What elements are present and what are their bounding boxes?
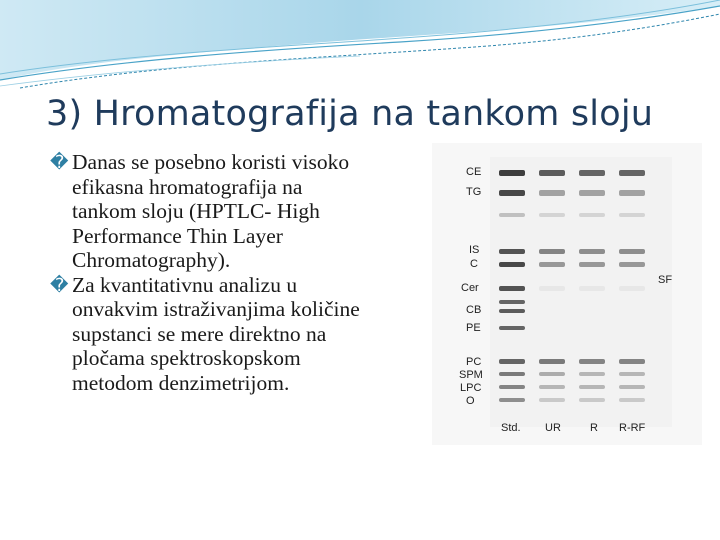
tlc-band: [539, 170, 565, 176]
tlc-band: [499, 213, 525, 217]
bullet-line: pločama spektroskopskom: [72, 346, 301, 370]
tlc-band: [619, 170, 645, 176]
tlc-band: [499, 300, 525, 304]
band-label-pc: PC: [466, 356, 482, 368]
tlc-band: [579, 190, 605, 196]
tlc-band: [619, 385, 645, 389]
bullet-line: metodom denzimetrijom.: [72, 370, 290, 395]
tlc-band: [539, 286, 565, 291]
tlc-band: [539, 372, 565, 376]
band-label-ce: CE: [466, 166, 482, 178]
header-wave-decoration: [0, 0, 720, 90]
lane-label-r: R: [590, 422, 598, 434]
band-label-o: O: [466, 395, 475, 407]
tlc-band: [579, 213, 605, 217]
lane-label-std: Std.: [501, 422, 521, 434]
band-label-cer: Cer: [461, 282, 479, 294]
tlc-band: [579, 372, 605, 376]
tlc-band: [579, 398, 605, 402]
bullet-item: [50, 273, 430, 396]
bullet-marker-icon: �: [50, 274, 69, 296]
tlc-band: [499, 249, 525, 254]
band-label-cb: CB: [466, 304, 482, 316]
tlc-band: [619, 190, 645, 196]
bullet-line: tankom sloju (HPTLC- High: [72, 199, 320, 223]
tlc-band: [619, 286, 645, 291]
band-label-c: C: [470, 258, 478, 270]
tlc-band: [499, 262, 525, 267]
tlc-band: [619, 249, 645, 254]
tlc-band: [499, 309, 525, 313]
tlc-band: [499, 372, 525, 376]
tlc-band: [579, 359, 605, 364]
tlc-band: [579, 262, 605, 267]
tlc-band: [539, 213, 565, 217]
bullet-line: supstanci se mere direktno na: [72, 321, 327, 346]
slide-title: 3) Hromatografija na tankom sloju: [46, 94, 654, 134]
lane-label-ur: UR: [545, 422, 561, 434]
tlc-band: [619, 262, 645, 267]
tlc-plate-image: [432, 143, 702, 445]
tlc-band: [499, 326, 525, 330]
tlc-band: [499, 385, 525, 389]
band-label-spm: SPM: [459, 369, 483, 381]
tlc-band: [499, 170, 525, 176]
tlc-band: [539, 262, 565, 267]
solvent-front-label: SF: [658, 274, 673, 286]
tlc-band: [619, 213, 645, 217]
tlc-band: [499, 190, 525, 196]
tlc-band: [619, 372, 645, 376]
tlc-band: [499, 286, 525, 291]
bullet-line: onvakvim istraživanjima količine: [72, 297, 360, 321]
band-label-lpc: LPC: [460, 382, 482, 394]
tlc-plate-figure: [432, 143, 702, 445]
band-label-tg: TG: [466, 186, 482, 198]
tlc-band: [619, 359, 645, 364]
bullet-line: Performance Thin Layer: [72, 223, 283, 248]
bullet-line: Danas se posebno koristi visoko: [72, 150, 350, 174]
tlc-band: [579, 286, 605, 291]
tlc-band: [539, 190, 565, 196]
tlc-band: [499, 359, 525, 364]
bullet-line: efikasna hromatografija na: [72, 174, 303, 199]
bullet-line: Chromatography).: [72, 248, 231, 272]
tlc-band: [579, 170, 605, 176]
lane-label-r-rf: R-RF: [619, 422, 646, 434]
band-label-is: IS: [469, 244, 480, 256]
bullet-marker-icon: �: [50, 152, 69, 173]
bullet-line: Za kvantitativnu analizu u: [72, 272, 298, 297]
tlc-band: [579, 385, 605, 389]
bullet-item: [50, 150, 430, 273]
bullet-list: [50, 150, 430, 395]
tlc-band: [539, 249, 565, 254]
tlc-band: [499, 398, 525, 402]
tlc-band: [539, 359, 565, 364]
tlc-band: [619, 398, 645, 402]
tlc-band: [579, 249, 605, 254]
tlc-band: [539, 398, 565, 402]
tlc-band: [539, 385, 565, 389]
band-label-pe: PE: [466, 322, 481, 334]
